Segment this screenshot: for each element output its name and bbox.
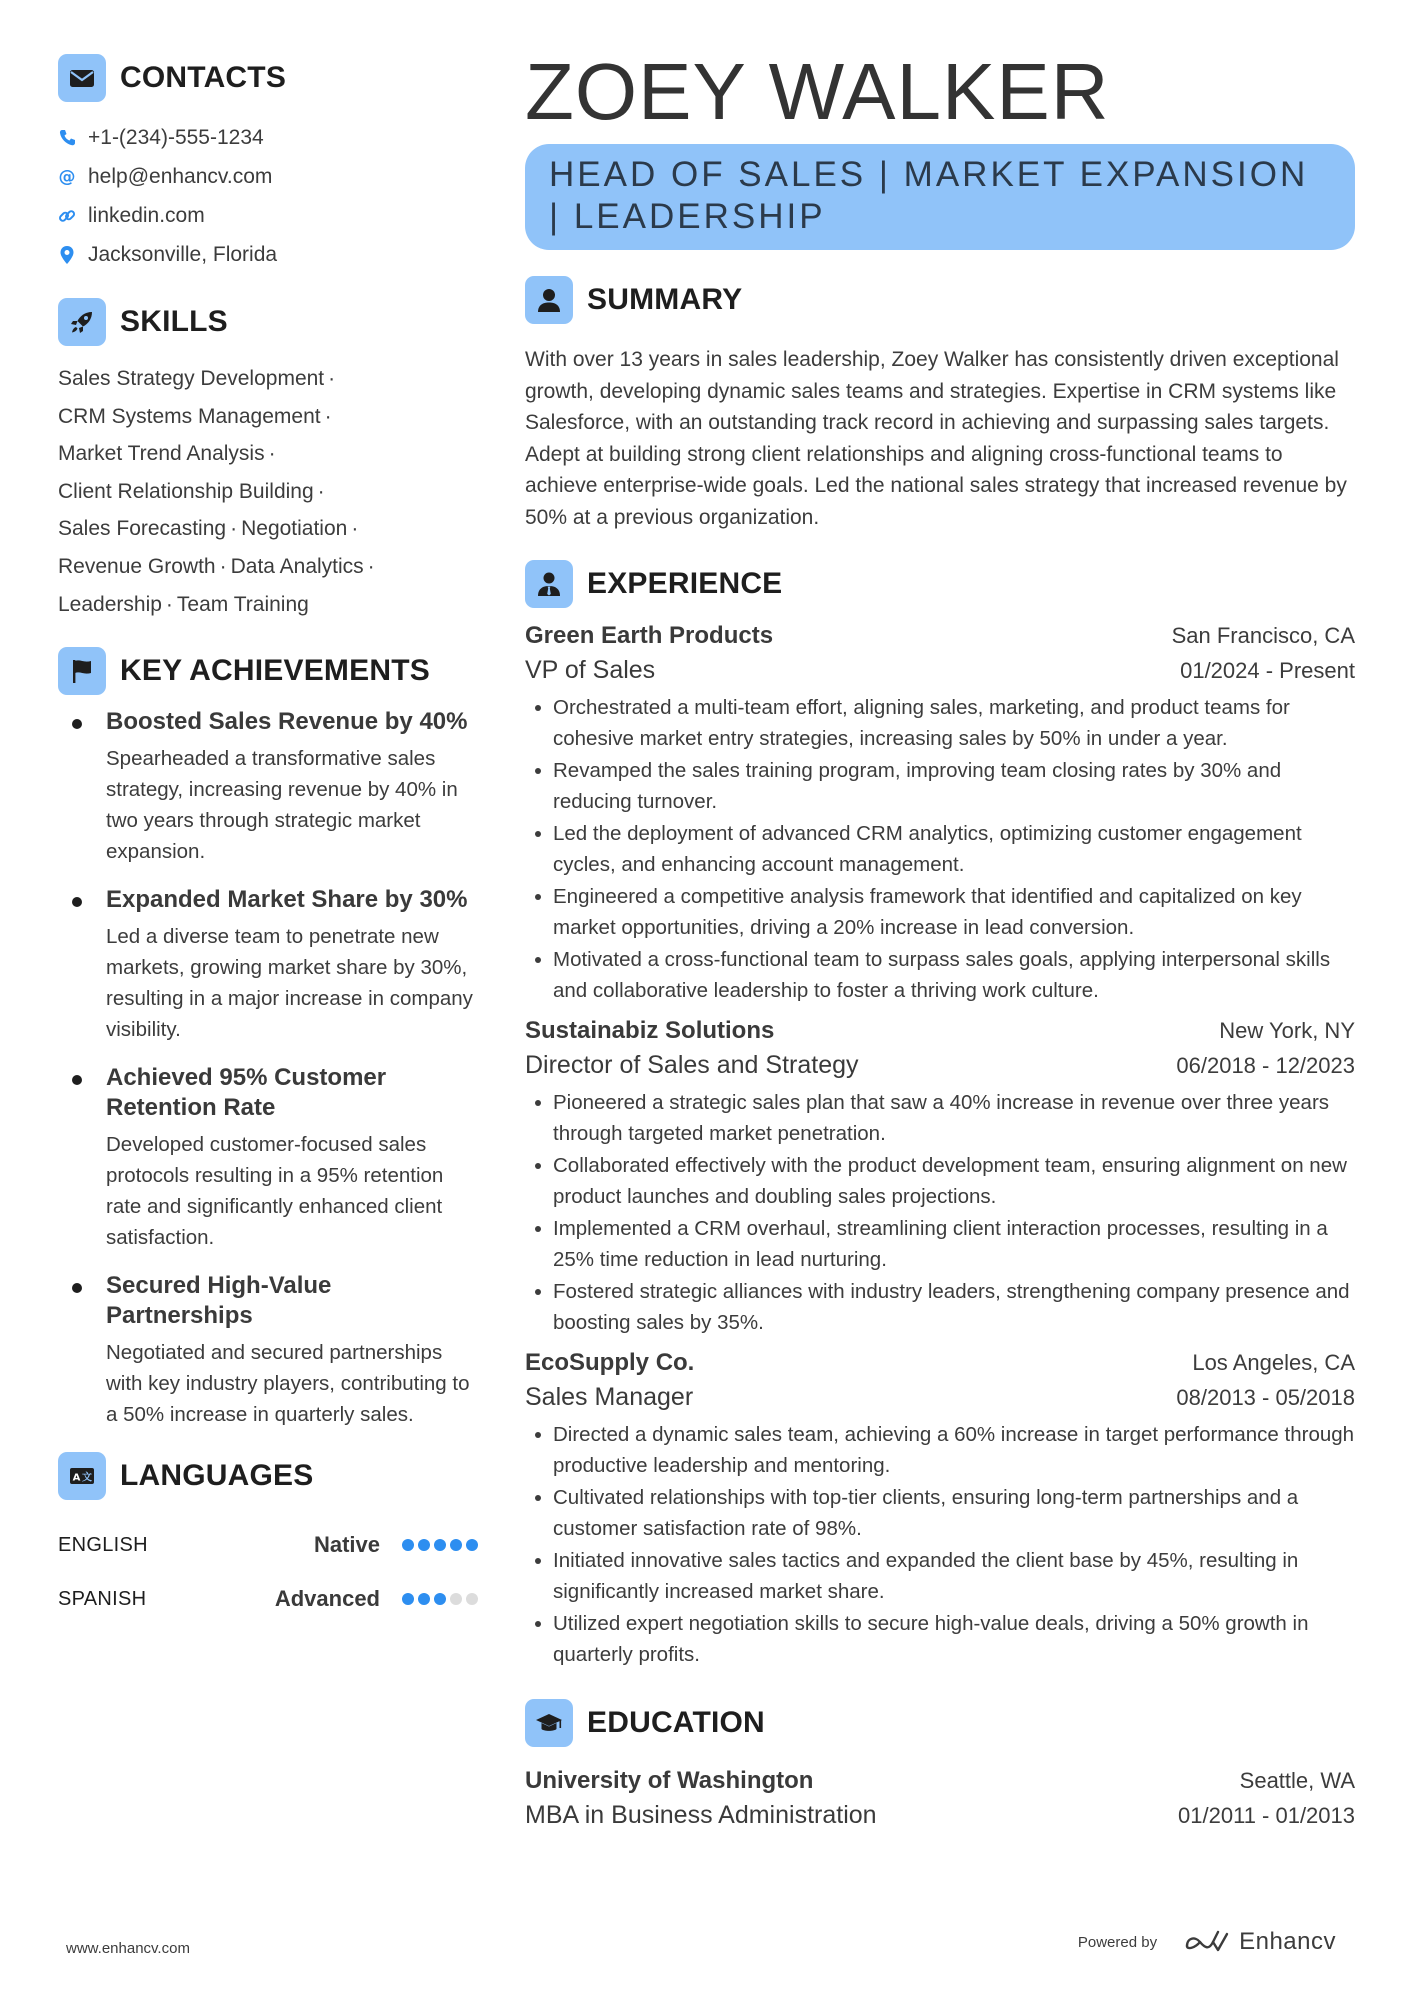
job-header <box>525 1017 1355 1051</box>
job-header <box>525 622 1355 656</box>
achievement-item <box>58 1063 478 1253</box>
summary-text: With over 13 years in sales leadership, Zoey Walker has consistently driven exceptional growth, developing dynamic sales teams and strategies. Expertise in CRM systems like Salesforce, with an outstanding track record in achieving and surpassing sales targets. Adept at building strong client relationships and aligning cross-functional teams to achieve enterprise-wide goals. Led the national sales strategy that increased revenue by 50% at a previous organization. <box>525 348 1347 529</box>
job-dates: 01/2024 - Present <box>1180 657 1355 683</box>
language-name: ENGLISH <box>58 1533 148 1556</box>
education-heading: EDUCATION <box>587 1705 765 1739</box>
rocket-icon <box>58 298 106 346</box>
job-bullet: Pioneered a strategic sales plan that saw a 40% increase in revenue over three years through targeted market penetration. <box>525 1087 1355 1150</box>
job-bullet: Implemented a CRM overhaul, streamlining client interaction processes, resulting in a 25% time reduction in lead nurturing. <box>525 1213 1355 1276</box>
skill-item: Negotiation <box>241 517 348 541</box>
education-dates: 01/2011 - 01/2013 <box>1178 1802 1355 1828</box>
job-entry <box>525 1017 1355 1339</box>
proficiency-dot <box>450 1539 462 1551</box>
language-name: SPANISH <box>58 1587 147 1610</box>
location-pin-icon <box>58 245 76 265</box>
proficiency-dot <box>402 1539 414 1551</box>
skill-item: Sales Strategy Development <box>58 367 325 390</box>
job-bullets <box>525 1419 1355 1671</box>
achievement-description: Developed customer-focused sales protocols resulting in a 95% retention rate and significantly enhanced client satisfaction. <box>106 1133 444 1250</box>
job-entry <box>525 622 1355 1007</box>
job-location: New York, NY <box>1219 1017 1355 1043</box>
flag-icon <box>58 647 106 695</box>
language-level: Advanced <box>274 1586 380 1612</box>
job-bullet: Motivated a cross-functional team to surpass sales goals, applying interpersonal skills and collaborative leadership to foster a thriving work culture. <box>525 944 1355 1007</box>
language-row <box>58 1572 478 1626</box>
skill-line: Market Trend Analysis · <box>58 442 276 466</box>
job-location: San Francisco, CA <box>1171 622 1355 648</box>
school-location: Seattle, WA <box>1239 1767 1355 1793</box>
bullet <box>72 1075 82 1085</box>
skill-item: Team Training <box>176 592 309 616</box>
job-bullet: Engineered a competitive analysis framework that identified and capitalized on key market opportunities, driving a 20% increase in lead conversion. <box>525 881 1355 944</box>
job-entry <box>525 1349 1355 1671</box>
contact-email[interactable] <box>58 157 478 196</box>
businessman-icon <box>525 560 573 608</box>
user-icon <box>525 276 573 324</box>
bullet <box>72 719 82 729</box>
language-row <box>58 1518 478 1572</box>
skill-item: Client Relationship Building <box>58 479 314 503</box>
svg-text:A: A <box>72 1472 81 1484</box>
school-name: University of Washington <box>525 1766 814 1794</box>
skill-item: Sales Forecasting <box>58 517 227 541</box>
powered-by-label: Powered by <box>1077 1933 1158 1951</box>
achievement-title: Secured High-Value Partnerships <box>106 1272 332 1330</box>
company-name: EcoSupply Co. <box>525 1348 695 1376</box>
contact-phone-text: +1-(234)-555-1234 <box>88 125 264 149</box>
enhancv-logo-icon <box>1183 1928 1231 1956</box>
skill-line: Leadership · Team Training <box>58 592 309 616</box>
skill-item: Market Trend Analysis <box>58 442 265 466</box>
summary-heading: SUMMARY <box>587 283 743 316</box>
proficiency-dot <box>466 1593 478 1605</box>
language-level: Native <box>313 1532 380 1558</box>
achievements-heading: KEY ACHIEVEMENTS <box>120 654 430 688</box>
contact-location-text: Jacksonville, Florida <box>88 242 278 266</box>
education-header <box>525 1767 1355 1801</box>
job-subheader <box>525 656 1355 692</box>
company-name: Green Earth Products <box>525 621 774 649</box>
contact-linkedin-text: linkedin.com <box>88 203 205 227</box>
bullet <box>72 1283 82 1293</box>
company-name: Sustainabiz Solutions <box>525 1016 775 1044</box>
footer-branding[interactable] <box>1078 1928 1336 1956</box>
contact-location <box>58 235 478 274</box>
proficiency-dot <box>434 1539 446 1551</box>
job-header <box>525 1349 1355 1383</box>
achievement-description: Led a diverse team to penetrate new markets, growing market share by 30%, resulting in a major increase in company visibility. <box>106 925 473 1042</box>
achievement-title: Expanded Market Share by 30% <box>106 886 468 914</box>
skill-item: CRM Systems Management <box>58 404 321 428</box>
job-bullet: Collaborated effectively with the product development team, ensuring alignment on new product launches and doubling sales projections. <box>525 1150 1355 1213</box>
footer-website[interactable]: www.enhancv.com <box>66 1940 190 1957</box>
skill-item: Revenue Growth <box>58 554 216 578</box>
proficiency-dots <box>402 1593 478 1605</box>
translate-icon <box>58 1452 106 1500</box>
at-sign-icon <box>58 167 76 187</box>
job-subheader <box>525 1383 1355 1419</box>
achievement-description: Spearheaded a transformative sales strategy, increasing revenue by 40% in two years through strategic market expansion. <box>106 747 458 864</box>
proficiency-dot <box>434 1593 446 1605</box>
job-role: VP of Sales <box>525 655 656 684</box>
skill-line: Sales Forecasting · Negotiation · <box>58 517 359 541</box>
languages-section-header <box>58 1452 478 1500</box>
summary-section-header <box>525 276 1355 324</box>
proficiency-dot <box>466 1539 478 1551</box>
job-bullet: Utilized expert negotiation skills to secure high-value deals, driving a 50% growth in quarterly profits. <box>525 1608 1355 1671</box>
right-column <box>525 47 1355 1837</box>
languages-list <box>58 1518 478 1626</box>
skills-list <box>58 360 478 623</box>
achievements-section-header <box>58 647 478 695</box>
contact-linkedin[interactable] <box>58 196 478 235</box>
contacts-list <box>58 118 478 274</box>
achievement-title: Achieved 95% Customer Retention Rate <box>106 1064 387 1122</box>
skill-line: Sales Strategy Development · <box>58 367 336 390</box>
experience-heading: EXPERIENCE <box>587 566 783 600</box>
svg-text:文: 文 <box>82 1472 92 1484</box>
languages-heading: LANGUAGES <box>120 1459 314 1493</box>
job-subheader <box>525 1051 1355 1087</box>
job-dates: 08/2013 - 05/2018 <box>1176 1384 1355 1410</box>
skill-line: Client Relationship Building · <box>58 479 325 503</box>
brand-name: Enhancv <box>1239 1928 1336 1955</box>
job-bullet: Led the deployment of advanced CRM analytics, optimizing customer engagement cycles, and enhancing account management. <box>525 818 1355 881</box>
proficiency-dot <box>418 1539 430 1551</box>
achievement-item <box>58 1271 478 1430</box>
contact-phone[interactable] <box>58 118 478 157</box>
job-location: Los Angeles, CA <box>1192 1349 1355 1375</box>
skill-item: Data Analytics <box>230 554 364 578</box>
skills-heading: SKILLS <box>120 305 228 338</box>
job-role: Sales Manager <box>525 1382 694 1411</box>
skill-line: CRM Systems Management · <box>58 404 332 428</box>
education-subheader <box>525 1801 1355 1837</box>
job-bullet: Directed a dynamic sales team, achieving a 60% increase in target performance through productive leadership and mentoring. <box>525 1419 1355 1482</box>
brand-logo <box>1183 1928 1336 1956</box>
left-column <box>58 54 478 1626</box>
degree: MBA in Business Administration <box>525 1800 877 1829</box>
achievement-item <box>58 707 478 867</box>
achievements-list <box>58 707 478 1430</box>
job-role: Director of Sales and Strategy <box>525 1050 859 1079</box>
contact-email-text: help@enhancv.com <box>88 164 273 188</box>
proficiency-dot <box>418 1593 430 1605</box>
proficiency-dot <box>402 1593 414 1605</box>
job-bullet: Fostered strategic alliances with industry leaders, strengthening company presence and boosting sales by 35%. <box>525 1276 1355 1339</box>
job-bullets <box>525 1087 1355 1339</box>
achievement-item <box>58 885 478 1045</box>
job-bullet: Orchestrated a multi-team effort, aligning sales, marketing, and product teams for cohesive market entry strategies, increasing sales by 50% in under a year. <box>525 692 1355 755</box>
skill-item: Leadership <box>58 592 162 616</box>
achievement-title: Boosted Sales Revenue by 40% <box>106 708 468 736</box>
graduation-cap-icon <box>525 1699 573 1747</box>
phone-icon <box>58 128 76 148</box>
proficiency-dot <box>450 1593 462 1605</box>
skill-line: Revenue Growth · Data Analytics · <box>58 554 375 578</box>
job-bullets <box>525 692 1355 1007</box>
job-bullet: Cultivated relationships with top-tier clients, ensuring long-term partnerships and a customer satisfaction rate of 98%. <box>525 1482 1355 1545</box>
experience-section-header <box>525 560 1355 608</box>
envelope-icon <box>58 54 106 102</box>
job-bullet: Initiated innovative sales tactics and expanded the client base by 45%, resulting in significantly increased market share. <box>525 1545 1355 1608</box>
education-entry <box>525 1767 1355 1837</box>
education-section-header <box>525 1699 1355 1747</box>
skills-section-header <box>58 298 478 346</box>
proficiency-dots <box>402 1539 478 1551</box>
svg-text:@: @ <box>58 166 76 187</box>
candidate-name: ZOEY WALKER <box>525 47 1110 136</box>
link-icon <box>58 206 76 226</box>
job-dates: 06/2018 - 12/2023 <box>1176 1052 1355 1078</box>
contacts-section-header <box>58 54 478 102</box>
bullet <box>72 897 82 907</box>
contacts-heading: CONTACTS <box>120 61 287 94</box>
achievement-description: Negotiated and secured partnerships with key industry players, contributing to a 50% increase in quarterly sales. <box>106 1341 470 1427</box>
headline-banner: HEAD OF SALES | MARKET EXPANSION | LEADERSHIP <box>525 144 1355 250</box>
job-bullet: Revamped the sales training program, improving team closing rates by 30% and reducing turnover. <box>525 755 1355 818</box>
